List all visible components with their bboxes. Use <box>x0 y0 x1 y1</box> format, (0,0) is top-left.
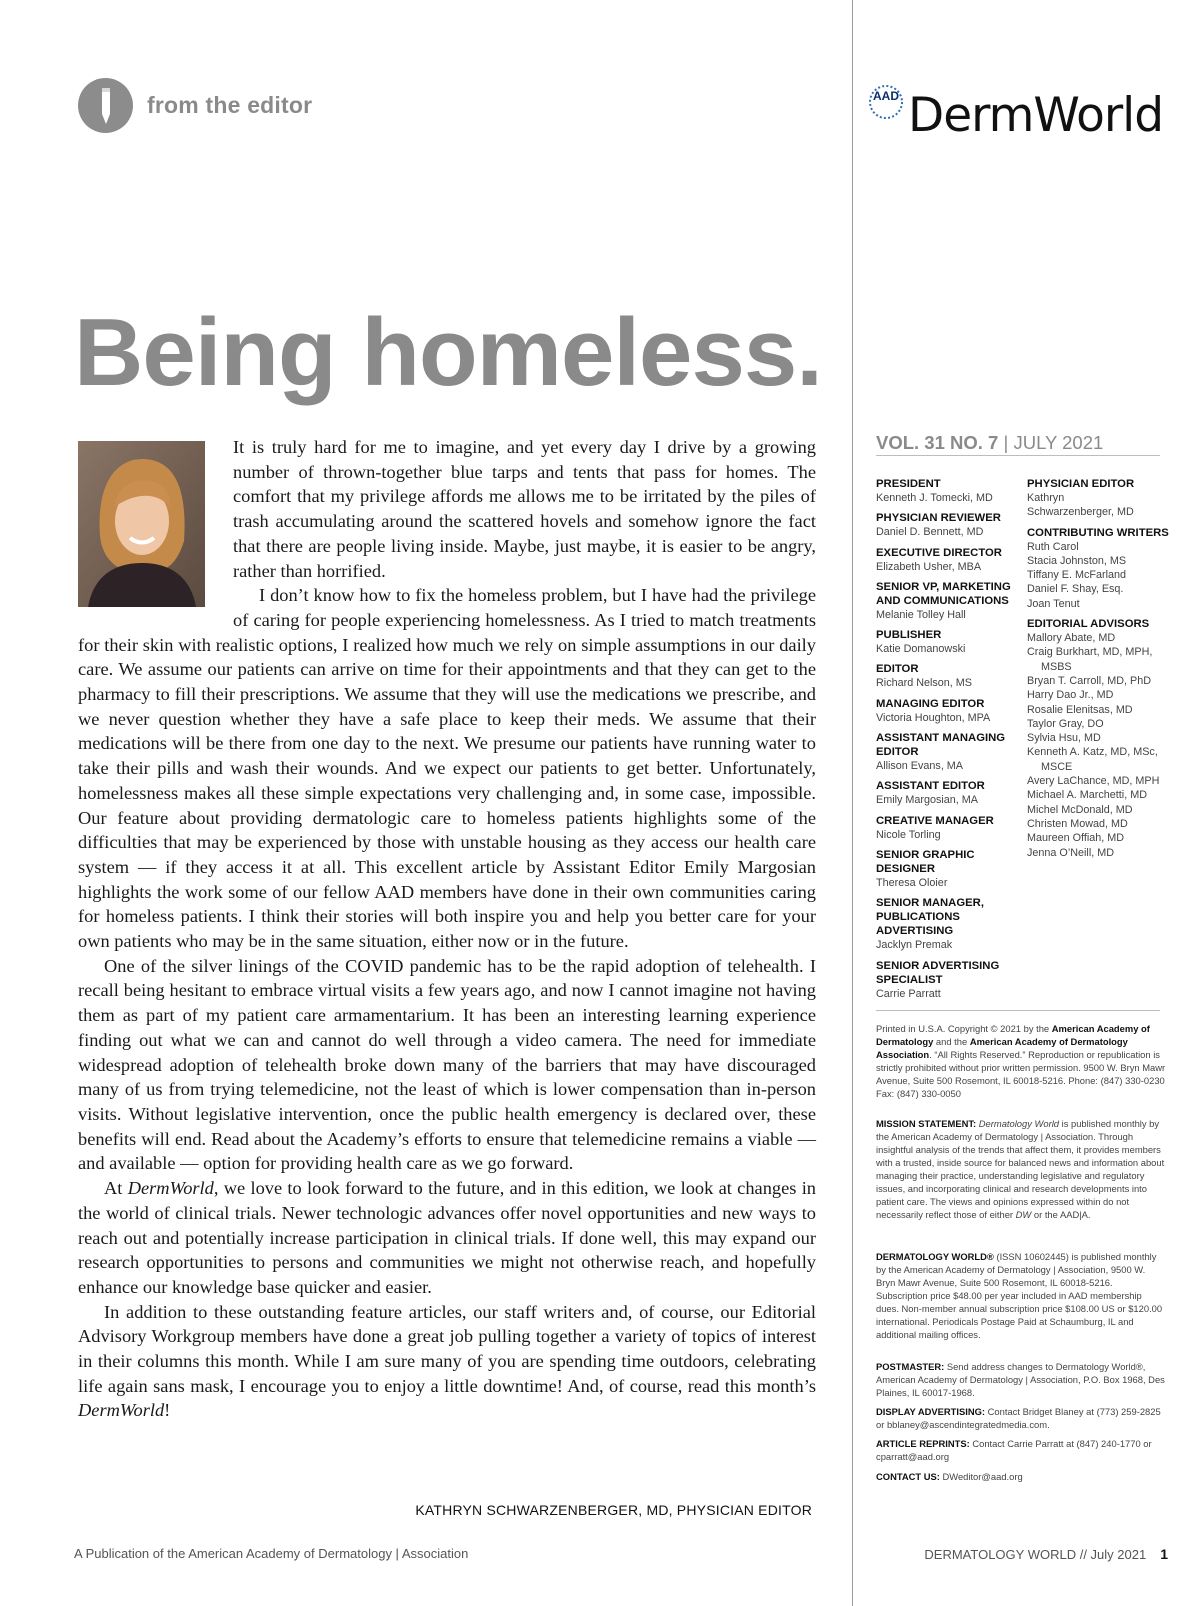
staff-role: ASSISTANT EDITOR <box>876 780 985 793</box>
article-body <box>78 435 816 1423</box>
staff-name: MSCE <box>1041 760 1073 773</box>
staff-name: Stacia Johnston, MS <box>1027 554 1127 567</box>
contact-info: CONTACT US: DWeditor@aad.org <box>876 1471 1023 1482</box>
pencil-icon <box>78 78 133 133</box>
staff-role: PRESIDENT <box>876 478 941 490</box>
staff-name: Katie Domanowski <box>876 643 966 656</box>
section-label: from the editor <box>147 92 313 118</box>
staff-name: Tiffany E. McFarland <box>1027 569 1127 582</box>
staff-role: PHYSICIAN EDITOR <box>1027 478 1135 490</box>
staff-name: MSBS <box>1041 660 1072 673</box>
staff-role: EDITOR <box>876 663 919 676</box>
staff-name: Kenneth A. Katz, MD, MSc, <box>1027 746 1158 759</box>
staff-name: Christen Mowad, MD <box>1027 817 1128 830</box>
staff-role: EDITORIAL ADVISORS <box>1027 618 1150 631</box>
paragraph: At DermWorld, we love to look forward to the future, and in this edition, we look at changes in the world of clinical trials. Newer technologic advances offer novel opportunities and new ways to reach out and potentially increase participation in clinical trials. If done well, this may expand our research opportunities to persons and communities we might not otherwise reach, and hopefully enhance our knowledge base quicker and easier. <box>78 1178 816 1297</box>
staff-role: SENIOR MANAGER, PUBLICATIONS ADVERTISING <box>876 897 984 938</box>
staff-name: Nicole Torling <box>876 828 941 841</box>
staff-name: Jenna O’Neill, MD <box>1027 846 1115 859</box>
section-tag <box>78 78 312 133</box>
aad-badge-text: AAD <box>873 89 899 103</box>
staff-role: SENIOR ADVERTISING SPECIALIST <box>876 959 1000 986</box>
staff-role: SENIOR VP, MARKETING AND COMMUNICATIONS <box>876 580 1011 607</box>
staff-role: PUBLISHER <box>876 629 942 642</box>
staff-name: Jacklyn Premak <box>876 939 953 952</box>
staff-role: CONTRIBUTING WRITERS <box>1027 526 1169 539</box>
staff-name: Allison Evans, MA <box>876 760 964 773</box>
staff-name: Joan Tenut <box>1027 597 1080 610</box>
staff-name: Daniel F. Shay, Esq. <box>1027 583 1124 596</box>
staff-name: Carrie Parratt <box>876 987 941 1000</box>
staff-name: Sylvia Hsu, MD <box>1027 732 1101 745</box>
staff-name: Melanie Tolley Hall <box>876 608 966 621</box>
masthead-column-left <box>876 477 1024 1001</box>
page-number: 1 <box>1160 1546 1168 1562</box>
staff-name: Craig Burkhart, MD, MPH, <box>1027 646 1153 659</box>
brand-name: DermWorld <box>908 88 1164 143</box>
staff-name: Elizabeth Usher, MBA <box>876 560 982 573</box>
column-divider <box>852 0 853 1606</box>
paragraph: It is truly hard for me to imagine, and yet every day I drive by a growing number of thrown-together blue tarps and tents that pass for homes. The comfort that my privilege affords me allows me to be irritated by the piles of trash accumulating around the scattered hovels and somehow ignore the fact that there are people living inside. Maybe, just maybe, it is easier to be angry, rather than horrified. <box>233 437 816 581</box>
footer-publication: A Publication of the American Academy of Dermatology | Association <box>74 1546 469 1561</box>
divider-line <box>876 455 1160 456</box>
staff-name: Michel McDonald, MD <box>1027 803 1133 816</box>
postmaster-info: POSTMASTER: Send address changes to Dermatology World®, American Academy of Dermatology | Association, P.O. Box 1968, Des Plaines, IL 60017-1968. <box>876 1361 1165 1398</box>
advertising-info: DISPLAY ADVERTISING: Contact Bridget Blaney at (773) 259-2825 or bblaney@ascendintegratedmedia.com. <box>876 1406 1161 1430</box>
staff-name: Maureen Offiah, MD <box>1027 832 1125 845</box>
staff-role: CREATIVE MANAGER <box>876 814 994 827</box>
staff-role: PHYSICIAN REVIEWER <box>876 512 1001 525</box>
staff-name: Victoria Houghton, MPA <box>876 711 991 724</box>
dermworld-logo <box>868 80 1168 150</box>
staff-name: Emily Margosian, MA <box>876 794 978 807</box>
staff-name: Kenneth J. Tomecki, MD <box>876 492 993 504</box>
divider-line <box>876 1010 1160 1011</box>
issue-volume: VOL. 31 NO. 7 | JULY 2021 <box>876 432 1104 453</box>
paragraph: In addition to these outstanding feature articles, our staff writers and, of course, our Editorial Advisory Workgroup members have done a great job pulling together a variety of topics of interest in their columns this month. While I am sure many of you are spending time outdoors, celebrating life again sans mask, I encourage you to enjoy a little downtime! And, of course, read this month’s DermWorld! <box>78 1301 816 1421</box>
paragraph: One of the silver linings of the COVID pandemic has to be the rapid adoption of telehealth. I recall being hesitant to embrace virtual visits a few years ago, and now I cannot imagine not having them as part of my patient care armamentarium. It has been an interesting learning experience finding out what we can and cannot do well through a video camera. The need for immediate widespread adoption of telehealth broke down many of the barriers that may have discouraged many of us from trying telemedicine, not the least of which is lower compensation than in-person visits. Without legislative intervention, once the public health emergency is declared over, these benefits will end. Read about the Academy’s efforts to ensure that telemedicine remains a viable — and available — option for providing health care as we go forward. <box>78 955 816 1174</box>
mission-statement: MISSION STATEMENT: Dermatology World is published monthly by the American Academy of Dermatology | Association. Through insightful analysis of the trends that affect them, it provides members with a trusted, inside source for balanced news and information about managing their practice, understanding legislative and regulatory issues, and incorporating clinical and research developments into patient care. The views and opinions expressed within do not necessarily reflect those of either DW or the AAD|A. <box>876 1118 1165 1220</box>
staff-role: EXECUTIVE DIRECTOR <box>876 546 1002 559</box>
staff-role: MANAGING EDITOR <box>876 697 985 710</box>
staff-name: Michael A. Marchetti, MD <box>1027 789 1147 802</box>
masthead-column-right <box>1027 477 1177 860</box>
staff-name: Harry Dao Jr., MD <box>1027 689 1114 702</box>
footer-issue: DERMATOLOGY WORLD // July 2021 1 <box>924 1546 1168 1562</box>
staff-name: Kathryn <box>1027 492 1065 504</box>
staff-name: Schwarzenberger, MD <box>1027 506 1134 519</box>
publication-info: DERMATOLOGY WORLD® (ISSN 10602445) is published monthly by the American Academy of Dermatology | Association, 9500 W. Bryn Mawr Avenue, Suite 500 Rosemont, IL 60018-5216. Subscription price $48.00 per year included in AAD membership dues. Non-member annual subscription price $108.00 US or $120.00 international. Periodicals Postage Paid at Schaumburg, IL and additional mailing offices. <box>876 1251 1163 1340</box>
staff-name: Ruth Carol <box>1027 540 1079 553</box>
staff-role: SENIOR GRAPHIC DESIGNER <box>876 848 975 875</box>
byline: KATHRYN SCHWARZENBERGER, MD, PHYSICIAN EDITOR <box>415 1502 812 1518</box>
staff-name: Theresa Oloier <box>876 876 948 889</box>
staff-name: Taylor Gray, DO <box>1027 717 1104 730</box>
headline: Being homeless. <box>74 299 822 406</box>
staff-name: Mallory Abate, MD <box>1027 632 1116 645</box>
staff-name: Avery LaChance, MD, MPH <box>1027 775 1160 788</box>
staff-role: ASSISTANT MANAGING EDITOR <box>876 732 1006 759</box>
reprints-info: ARTICLE REPRINTS: Contact Carrie Parratt at (847) 240-1770 or cparratt@aad.org <box>876 1438 1152 1462</box>
staff-name: Rosalie Elenitsas, MD <box>1027 703 1133 716</box>
paragraph: I don’t know how to fix the homeless problem, but I have had the privilege of caring for people experiencing homelessness. As I tried to match treatments for their skin with realistic options, I realized how much we rely on simple assumptions in our daily care. We assume our patients can arrive on time for their appointments and that they can get to the pharmacy to fill their prescriptions. We assume that they will use the medications we prescribe, and we never question whether they have a safe place to keep their meds. We assume that their medications will be there from one day to the next. We presume our patients have running water to take their pills and wash their wounds. And we expect our patients to get better. Unfortunately, homelessness makes all these simple expectations very challenging and, in some case, impossible. Our feature about providing dermatologic care to homeless patients highlights some of the difficulties that may be experienced by those with unstable housing as they access our health care system — if they access it at all. This excellent article by Assistant Editor Emily Margosian highlights the work some of our fellow AAD members have done in their own communities caring for homeless patients. I think their stories will both inspire you and help you better care for your own patients who may be in the same situation, either now or in the future. <box>78 585 816 952</box>
staff-name: Richard Nelson, MS <box>876 677 973 690</box>
staff-name: Bryan T. Carroll, MD, PhD <box>1027 674 1151 687</box>
copyright-notice: Printed in U.S.A. Copyright © 2021 by the American Academy of Dermatology and the American Academy of Dermatology Association. “All Rights Reserved.” Reproduction or republication is strictly prohibited without prior written permission. 9500 W. Bryn Mawr Avenue, Suite 500 Rosemont, IL 60018-5216. Phone: (847) 330-0230 Fax: (847) 330-0050 <box>876 1023 1166 1099</box>
staff-name: Daniel D. Bennett, MD <box>876 526 984 539</box>
